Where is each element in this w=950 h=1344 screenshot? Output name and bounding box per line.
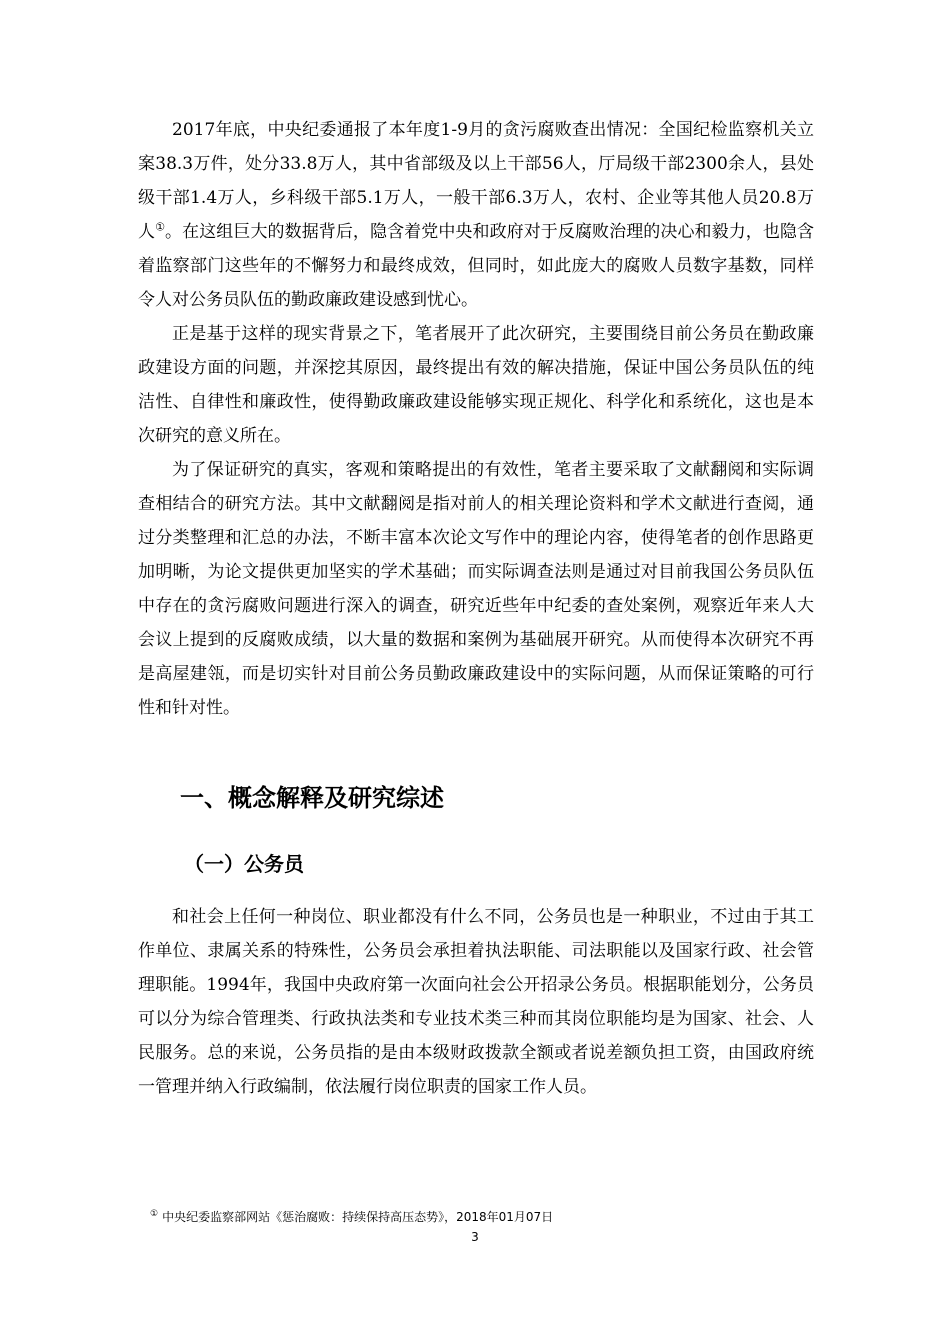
intro-paragraph-1-text-cont: 。在这组巨大的数据背后，隐含着党中央和政府对于反腐败治理的决心和毅力，也隐含着监察部门这些年的不懈努力和最终成效，但同时，如此庞大的腐败人员数字基数，同样令人对公务员队伍的勤政廉政建设感到忧心。	[138, 222, 815, 310]
intro-paragraph-2: 正是基于这样的现实背景之下，笔者展开了此次研究，主要围绕目前公务员在勤政廉政建设方面的问题，并深挖其原因，最终提出有效的解决措施，保证中国公务员队伍的纯洁性、自律性和廉政性，使得勤政廉政建设能够实现正规化、科学化和系统化，这也是本次研究的意义所在。	[138, 324, 814, 446]
footnote-text: 中央纪委监察部网站《惩治腐败：持续保持高压态势》，2018年01月07日	[162, 1210, 554, 1224]
subsection-heading: （一）公务员	[184, 852, 304, 876]
footnote-reference[interactable]: ①	[155, 220, 166, 234]
intro-section	[138, 113, 814, 725]
section-heading: 一、概念解释及研究综述	[180, 784, 444, 812]
subsection-body	[138, 900, 814, 1104]
page-number: 3	[471, 1230, 479, 1244]
intro-paragraph-3: 为了保证研究的真实，客观和策略提出的有效性，笔者主要采取了文献翻阅和实际调查相结合的研究方法。其中文献翻阅是指对前人的相关理论资料和学术文献进行查阅，通过分类整理和汇总的办法，不断丰富本次论文写作中的理论内容，使得笔者的创作思路更加明晰，为论文提供更加坚实的学术基础；而实际调查法则是通过对目前我国公务员队伍中存在的贪污腐败问题进行深入的调查，研究近些年中纪委的查处案例，观察近年来人大会议上提到的反腐败成绩，以大量的数据和案例为基础展开研究。从而使得本次研究不再是高屋建瓴，而是切实针对目前公务员勤政廉政建设中的实际问题，从而保证策略的可行性和针对性。	[138, 460, 814, 718]
intro-paragraph-1-text: 2017年底，中央纪委通报了本年度1-9月的贪污腐败查出情况：全国纪检监察机关立案38.3万件，处分33.8万人，其中省部级及以上干部56人，厅局级干部2300余人，县处级干部1.4万人，乡科级干部5.1万人，一般干部6.3万人，农村、企业等其他人员20.8万人	[138, 120, 814, 242]
subsection-paragraph: 和社会上任何一种岗位、职业都没有什么不同，公务员也是一种职业，不过由于其工作单位、隶属关系的特殊性，公务员会承担着执法职能、司法职能以及国家行政、社会管理职能。1994年，我国中央政府第一次面向社会公开招录公务员。根据职能划分，公务员可以分为综合管理类、行政执法类和专业技术类三种而其岗位职能均是为国家、社会、人民服务。总的来说，公务员指的是由本级财政拨款全额或者说差额负担工资，由国政府统一管理并纳入行政编制，依法履行岗位职责的国家工作人员。	[138, 907, 814, 1097]
footnote-mark: ①	[150, 1209, 159, 1219]
footnote	[150, 1207, 553, 1227]
intro-paragraph-1	[138, 113, 814, 317]
